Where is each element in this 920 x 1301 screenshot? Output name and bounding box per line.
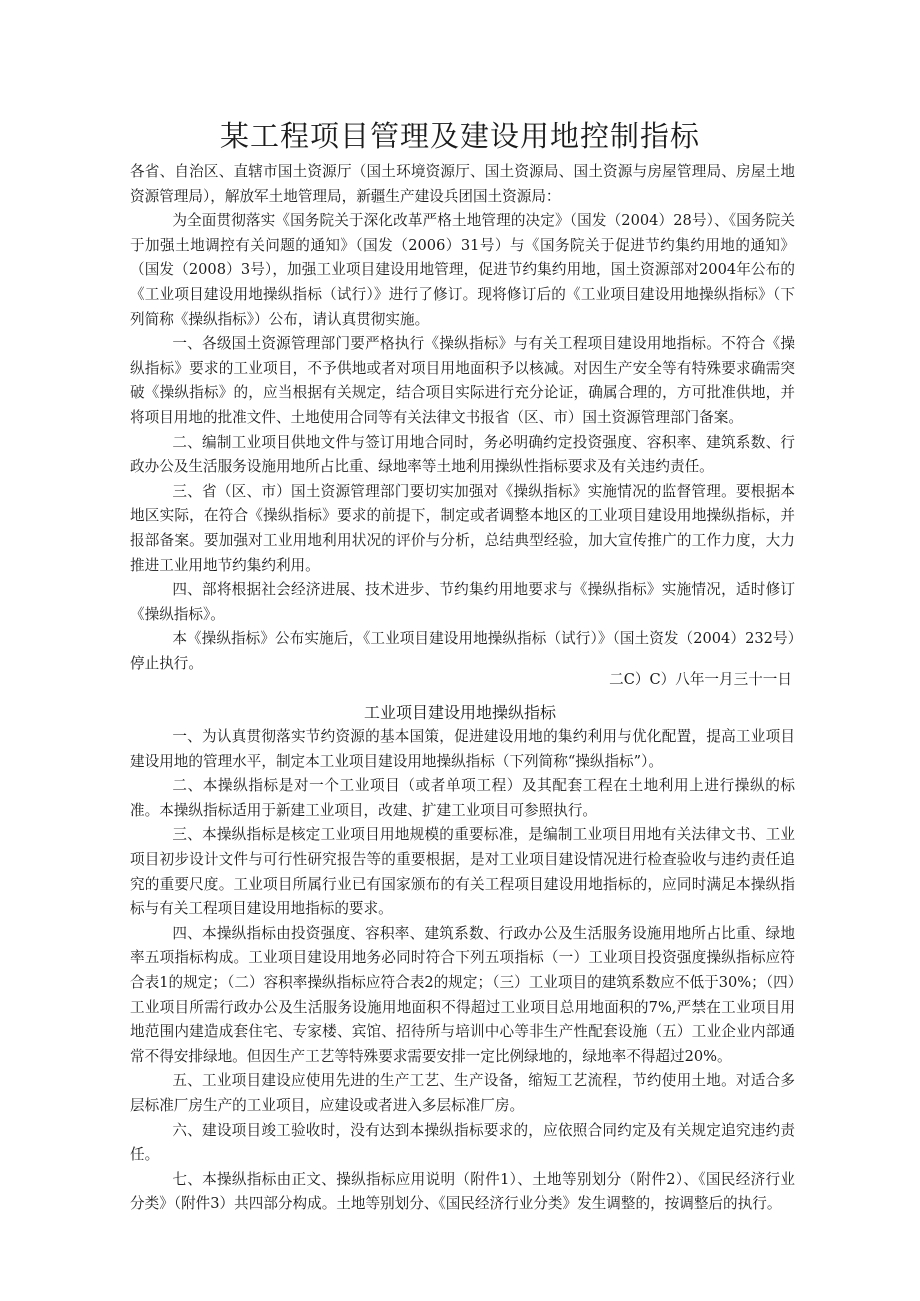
indicator-paragraph-3: 三、本操纵指标是核定工业项目用地规模的重要标准，是编制工业项目用地有关法律文书、工业项目初步设计文件与可行性研究报告等的重要根据，是对工业项目建设情况进行检查验收与违约责任追究的重要尺度。工业项目所属行业已有国家颁布的有关工程项目建设用地指标的，应同时满足本操纵指标与有关工程项目建设用地指标的要求。 bbox=[130, 826, 795, 918]
notice-paragraph-1: 一、各级国土资源管理部门要严格执行《操纵指标》与有关工程项目建设用地指标。不符合《操纵指标》要求的工业项目，不予供地或者对项目用地面积予以核减。对因生产安全等有特殊要求确需突破《操纵指标》的，应当根据有关规定，结合项目实际进行充分论证，确属合理的，方可批准供地，并将项目用地的批准文件、土地使用合同等有关法律文书报省（区、市）国土资源管理部门备案。 bbox=[130, 335, 795, 426]
notice-paragraph-4: 四、部将根据社会经济进展、技术进步、节约集约用地要求与《操纵指标》实施情况，适时修订《操纵指标》。 bbox=[130, 581, 795, 623]
notice-section bbox=[130, 160, 795, 676]
indicator-paragraph-1: 一、为认真贯彻落实节约资源的基本国策，促进建设用地的集约利用与优化配置，提高工业项目建设用地的管理水平，制定本工业项目建设用地操纵指标（下列简称“操纵指标”）。 bbox=[130, 728, 795, 770]
indicator-paragraph-7: 七、本操纵指标由正文、操纵指标应用说明（附件1）、土地等别划分（附件2）、《国民经济行业分类》（附件3）共四部分构成。土地等别划分、《国民经济行业分类》发生调整的，按调整后的执行。 bbox=[130, 1170, 795, 1213]
indicator-section bbox=[130, 725, 795, 1217]
issue-date: 二C）C）八年一月三十一日 bbox=[609, 671, 792, 688]
addressee-paragraph: 各省、自治区、直辖市国土资源厅（国土环境资源厅、国土资源局、国土资源与房屋管理局、房屋土地资源管理局），解放军土地管理局，新疆生产建设兵团国土资源局： bbox=[130, 163, 795, 205]
indicator-paragraph-2: 二、本操纵指标是对一个工业项目（或者单项工程）及其配套工程在土地利用上进行操纵的标准。本操纵指标适用于新建工业项目，改建、扩建工业项目可参照执行。 bbox=[130, 777, 795, 819]
notice-paragraph-closing: 本《操纵指标》公布实施后，《工业项目建设用地操纵指标（试行）》（国土资发（2004）232号）停止执行。 bbox=[130, 630, 795, 672]
indicator-paragraph-5: 五、工业项目建设应使用先进的生产工艺、生产设备，缩短工艺流程，节约使用土地。对适合多层标准厂房生产的工业项目，应建设或者进入多层标准厂房。 bbox=[130, 1072, 795, 1114]
notice-paragraph-intro: 为全面贯彻落实《国务院关于深化改革严格土地管理的决定》（国发（2004）28号）、《国务院关于加强土地调控有关问题的通知》（国发（2006）31号）与《国务院关于促进节约集约用地的通知》（国发（2008）3号），加强工业项目建设用地管理，促进节约集约用地，国土资源部对2004年公布的《工业项目建设用地操纵指标（试行）》进行了修订。现将修订后的《工业项目建设用地操纵指标》（下列简称《操纵指标》）公布，请认真贯彻实施。 bbox=[130, 212, 795, 328]
notice-paragraph-2: 二、编制工业项目供地文件与签订用地合同时，务必明确约定投资强度、容积率、建筑系数、行政办公及生活服务设施用地所占比重、绿地率等土地利用操纵性指标要求及有关违约责任。 bbox=[130, 433, 795, 476]
document-title: 某工程项目管理及建设用地控制指标 bbox=[219, 119, 700, 153]
indicator-paragraph-6: 六、建设项目竣工验收时，没有达到本操纵指标要求的，应依照合同约定及有关规定追究违约责任。 bbox=[130, 1121, 795, 1164]
indicator-paragraph-4: 四、本操纵指标由投资强度、容积率、建筑系数、行政办公及生活服务设施用地所占比重、绿地率五项指标构成。工业项目建设用地务必同时符合下列五项指标（一）工业项目投资强度操纵指标应符合表1的规定；（二）容积率操纵指标应符合表2的规定；（三）工业项目的建筑系数应不低于30%；（四）工业项目所需行政办公及生活服务设施用地面积不得超过工业项目总用地面积的7%,严禁在工业项目用地范围内建造成套住宅、专家楼、宾馆、招待所与培训中心等非生产性配套设施（五）工业企业内部通常不得安排绿地。但因生产工艺等特殊要求需要安排一定比例绿地的，绿地率不得超过20%。 bbox=[130, 924, 795, 1065]
section-subtitle: 工业项目建设用地操纵指标 bbox=[363, 703, 556, 722]
notice-paragraph-3: 三、省（区、市）国土资源管理部门要切实加强对《操纵指标》实施情况的监督管理。要根据本地区实际，在符合《操纵指标》要求的前提下，制定或者调整本地区的工业项目建设用地操纵指标，并报部备案。要加强对工业用地利用状况的评价与分析，总结典型经验，加大宣传推广的工作力度，大力推进工业用地节约集约利用。 bbox=[130, 482, 795, 574]
